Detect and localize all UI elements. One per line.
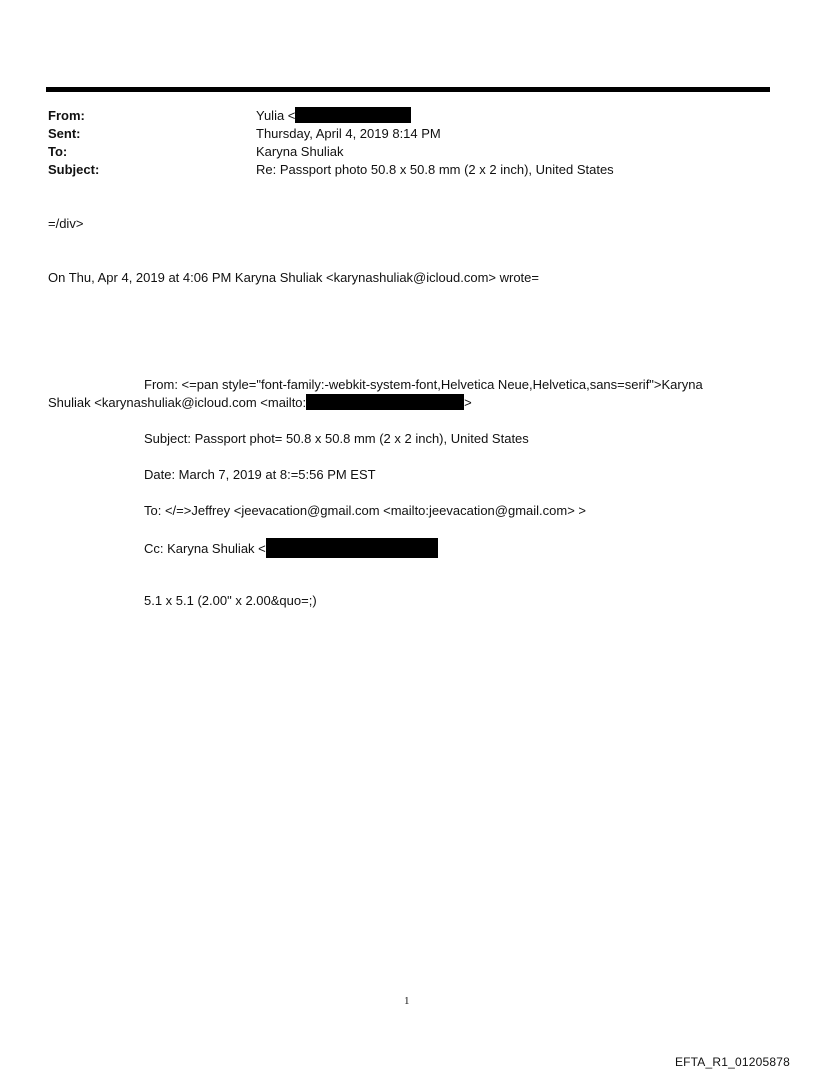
- div-tag-line: =/div>: [48, 216, 84, 231]
- quoted-to-line: To: </=>Jeffrey <jeevacation@gmail.com <mailto:jeevacation@gmail.com> >: [144, 503, 587, 518]
- quoted-cc-line: [144, 538, 438, 558]
- quoted-cc-name: Cc: Karyna Shuliak <: [144, 541, 266, 556]
- header-divider: [46, 87, 770, 92]
- redaction-block: [306, 394, 464, 410]
- to-label: To:: [48, 144, 68, 159]
- quoted-from-close: >: [464, 395, 472, 410]
- bates-number: EFTA_R1_01205878: [674, 1055, 790, 1069]
- quoted-from-email: Shuliak <karynashuliak@icloud.com <mailto:: [48, 395, 307, 410]
- quoted-subject-line: Subject: Passport phot= 50.8 x 50.8 mm (2 x 2 inch), United States: [144, 431, 529, 446]
- redaction-block: [266, 538, 438, 558]
- from-label: From:: [48, 108, 85, 123]
- wrote-line: On Thu, Apr 4, 2019 at 4:06 PM Karyna Shuliak <karynashuliak@icloud.com> wrote=: [48, 270, 539, 285]
- to-value: Karyna Shuliak: [256, 144, 344, 159]
- sent-label: Sent:: [48, 126, 81, 141]
- from-sender: Yulia <: [256, 108, 296, 123]
- sent-value: Thursday, April 4, 2019 8:14 PM: [256, 126, 441, 141]
- subject-label: Subject:: [48, 162, 100, 177]
- quoted-from-line: From: <=pan style="font-family:-webkit-system-font,Helvetica Neue,Helvetica,sans=serif">Karyna: [144, 377, 703, 392]
- quoted-date-line: Date: March 7, 2019 at 8:=5:56 PM EST: [144, 467, 376, 482]
- subject-value: Re: Passport photo 50.8 x 50.8 mm (2 x 2 inch), United States: [256, 162, 614, 177]
- from-value: [256, 107, 411, 125]
- redaction-block: [295, 107, 411, 123]
- quoted-size-line: 5.1 x 5.1 (2.00" x 2.00&quo=;): [144, 593, 317, 608]
- quoted-from-line-continued: [48, 394, 472, 412]
- page-number: 1: [404, 995, 410, 1007]
